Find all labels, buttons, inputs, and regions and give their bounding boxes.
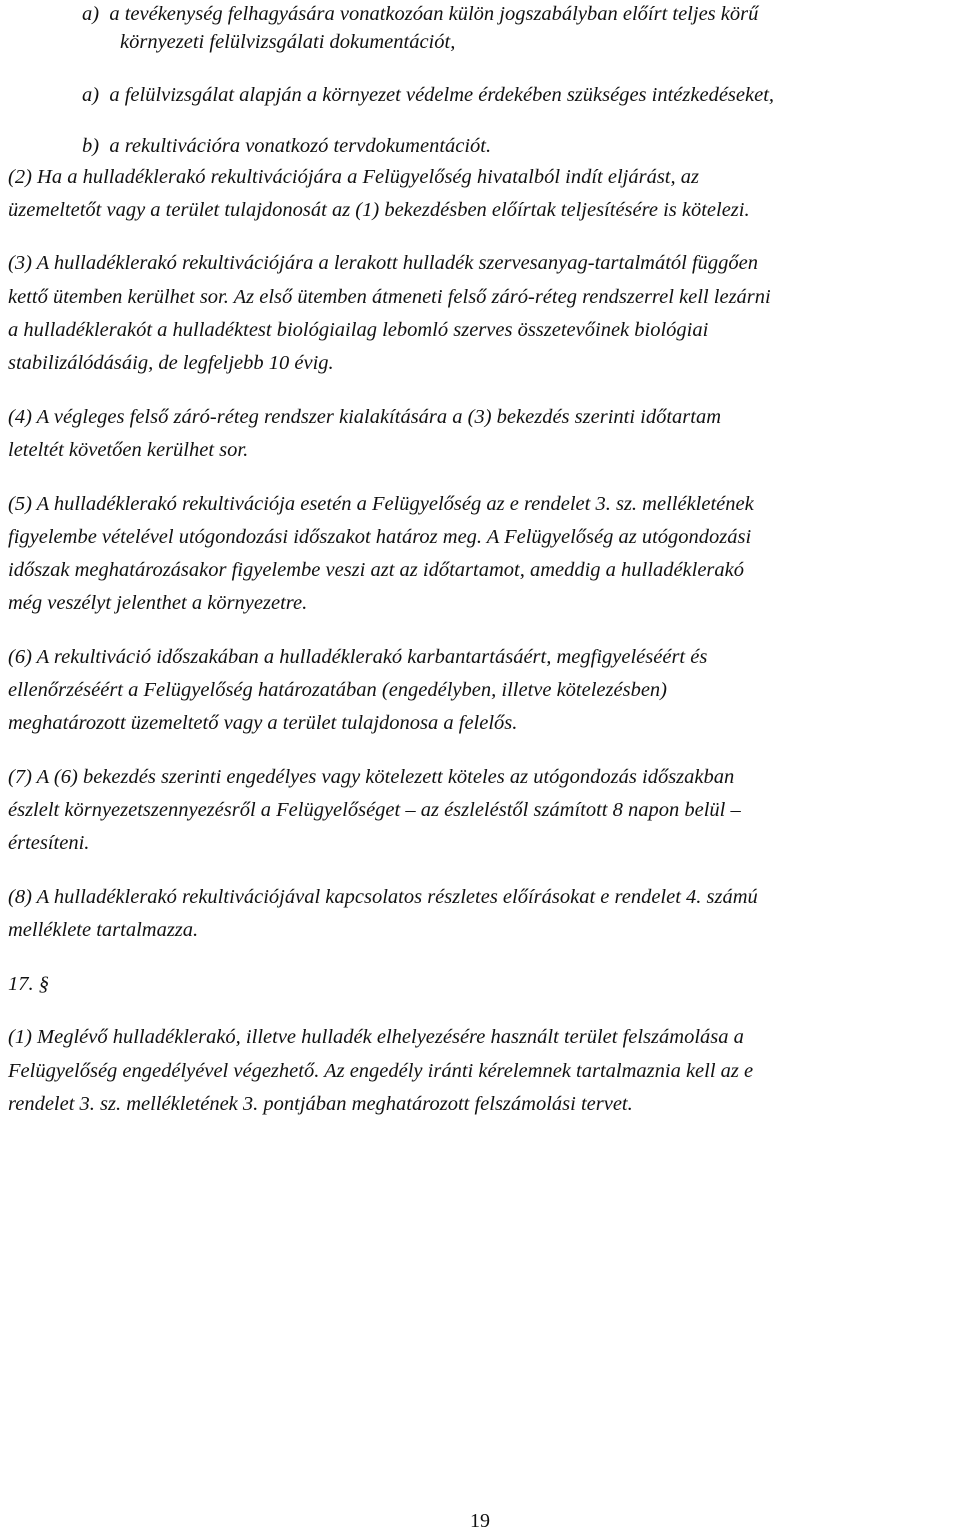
list-item-a1: a) a tevékenység felhagyására vonatkozóan külön jogszabályban előírt teljes körű bbox=[82, 3, 759, 25]
paragraph-7-l2: észlelt környezetszennyezésről a Felügyelőséget – az észleléstől számított 8 napon belül – bbox=[8, 799, 741, 821]
paragraph-3-l3: a hulladéklerakót a hulladéktest biológiailag lebomló szerves összetevőinek biológiai bbox=[8, 319, 709, 341]
paragraph-3-l2: kettő ütemben kerülhet sor. Az első ütemben átmeneti felső záró-réteg rendszerrel kell lezárni bbox=[8, 286, 771, 308]
paragraph-7-l3: értesíteni. bbox=[8, 832, 90, 854]
paragraph-5-l1: (5) A hulladéklerakó rekultivációja esetén a Felügyelőség az e rendelet 3. sz. mellékletének bbox=[8, 493, 754, 515]
list-item-a2: a) a felülvizsgálat alapján a környezet védelme érdekében szükséges intézkedéseket, bbox=[82, 84, 775, 106]
section-heading: 17. § bbox=[8, 973, 49, 995]
paragraph-6-l2: ellenőrzéséért a Felügyelőség határozatában (engedélyben, illetve kötelezésben) bbox=[8, 679, 668, 701]
paragraph-6-l3: meghatározott üzemeltető vagy a terület tulajdonosa a felelős. bbox=[8, 712, 518, 734]
paragraph-5-l2: figyelembe vételével utógondozási időszakot határoz meg. A Felügyelőség az utógondozási bbox=[8, 526, 752, 548]
paragraph-17-1-l2: Felügyelőség engedélyével végezhető. Az engedély iránti kérelemnek tartalmaznia kell az e bbox=[8, 1060, 754, 1082]
page-number: 19 bbox=[470, 1510, 490, 1532]
paragraph-5-l4: még veszélyt jelenthet a környezetre. bbox=[8, 592, 308, 614]
paragraph-17-1-l1: (1) Meglévő hulladéklerakó, illetve hulladék elhelyezésére használt terület felszámolása a bbox=[8, 1026, 744, 1048]
list-item-b: b) a rekultivációra vonatkozó tervdokumentációt. bbox=[82, 135, 492, 157]
paragraph-4-l1: (4) A végleges felső záró-réteg rendszer kialakítására a (3) bekezdés szerinti időtartam bbox=[8, 406, 722, 428]
paragraph-3-l1: (3) A hulladéklerakó rekultivációjára a lerakott hulladék szervesanyag-tartalmától függően bbox=[8, 252, 759, 274]
list-item-a1-cont: környezeti felülvizsgálati dokumentációt, bbox=[120, 31, 456, 53]
paragraph-5-l3: időszak meghatározásakor figyelembe veszi azt az időtartamot, ameddig a hulladéklerakó bbox=[8, 559, 745, 581]
paragraph-4-l2: leteltét követően kerülhet sor. bbox=[8, 439, 249, 461]
paragraph-8-l1: (8) A hulladéklerakó rekultivációjával kapcsolatos részletes előírásokat e rendelet 4. számú bbox=[8, 886, 758, 908]
paragraph-2-l1: (2) Ha a hulladéklerakó rekultivációjára a Felügyelőség hivatalból indít eljárást, az bbox=[8, 166, 699, 188]
paragraph-17-1-l3: rendelet 3. sz. mellékletének 3. pontjában meghatározott felszámolási tervet. bbox=[8, 1093, 633, 1115]
paragraph-3-l4: stabilizálódásáig, de legfeljebb 10 évig. bbox=[8, 352, 334, 374]
paragraph-2-l2: üzemeltetőt vagy a terület tulajdonosát az (1) bekezdésben előírtak teljesítésére is kötelezi. bbox=[8, 199, 750, 221]
paragraph-6-l1: (6) A rekultiváció időszakában a hulladéklerakó karbantartásáért, megfigyeléséért és bbox=[8, 646, 708, 668]
paragraph-8-l2: melléklete tartalmazza. bbox=[8, 919, 199, 941]
paragraph-7-l1: (7) A (6) bekezdés szerinti engedélyes vagy kötelezett köteles az utógondozás időszakban bbox=[8, 766, 735, 788]
